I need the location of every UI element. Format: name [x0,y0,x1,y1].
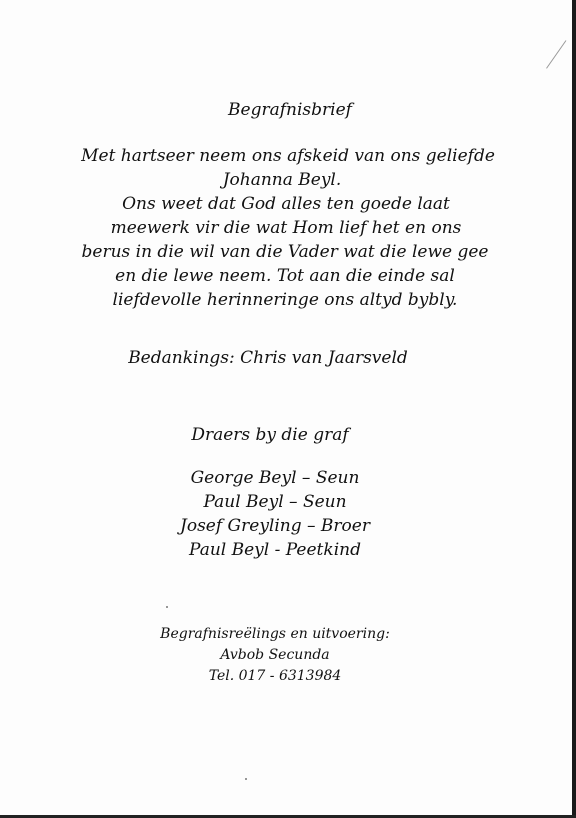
scan-speck [166,606,168,608]
message-line: en die lewe neem. Tot aan die einde sal [115,266,455,286]
scan-mark [546,40,566,68]
message-line: berus in die wil van die Vader wat die lewe gee [81,242,489,262]
pallbearers-heading: Draers by die graf [191,425,349,445]
pallbearer-name: Paul Beyl - Peetkind [189,540,361,560]
message-line: liefdevolle herinneringe ons altyd bybly. [112,290,458,310]
scan-edge [572,0,576,818]
thanks-line: Bedankings: Chris van Jaarsveld [128,348,408,368]
message-line: meewerk vir die wat Hom lief het en ons [110,218,462,238]
phone-number: Tel. 017 - 6313984 [208,668,342,684]
arrangements-label: Begrafnisreëlings en uitvoering: [160,626,390,642]
message-line: Met hartseer neem ons afskeid van ons geliefde [81,146,495,166]
document-title: Begrafnisbrief [228,100,352,120]
pallbearer-name: Paul Beyl – Seun [203,492,347,512]
message-line: Ons weet dat God alles ten goede laat [122,194,450,214]
scan-speck [245,778,247,780]
message-line: Johanna Beyl. [222,170,342,190]
pallbearer-name: Josef Greyling – Broer [180,516,370,536]
pallbearer-name: George Beyl – Seun [190,468,360,488]
funeral-company: Avbob Secunda [220,647,330,663]
